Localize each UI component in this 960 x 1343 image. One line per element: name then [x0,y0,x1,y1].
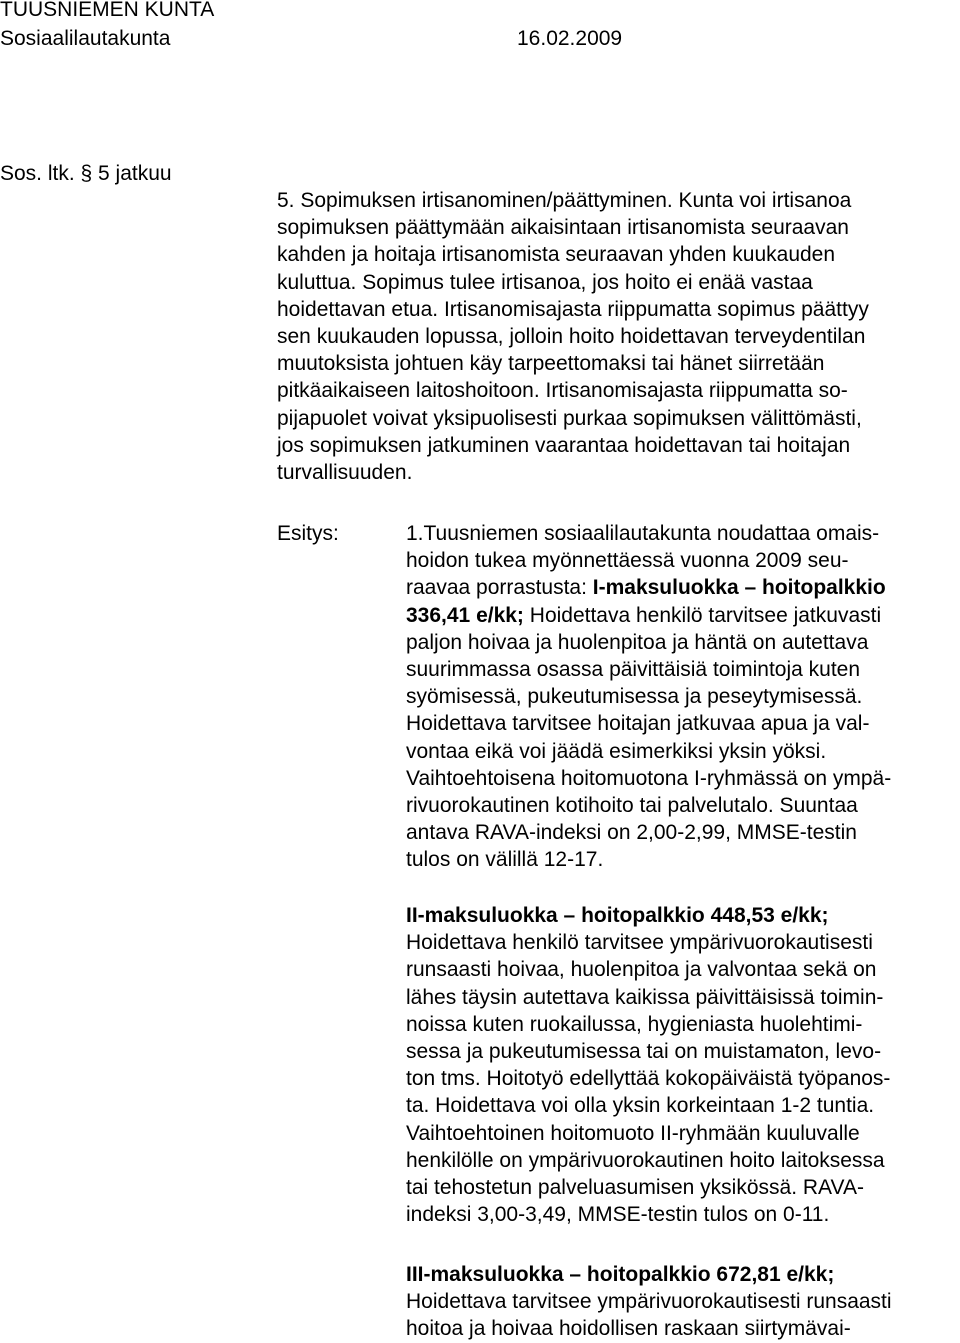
proposal-class-3 [406,1261,960,1343]
text-line: muutoksista johtuen käy tarpeettomaksi tai hänet siirretään [277,352,825,376]
text-line: pitkäaikaiseen laitoshoitoon. Irtisanomisajasta riippumatta so- [277,379,848,403]
document-date: 16.02.2009 [517,27,623,50]
text-line: antava RAVA-indeksi on 2,00-2,99, MMSE-testin [406,821,857,845]
text-line: syömisessä, pukeutumisessa ja peseytymisessä. [406,685,863,709]
text-line: ton tms. Hoitotyö edellyttää kokopäiväistä työpanos- [406,1067,891,1091]
text-line: hoidettavan etua. Irtisanomisajasta riippumatta sopimus päättyy [277,297,869,321]
text-line: Vaihtoehtoisena hoitomuotona I-ryhmässä on ympä- [406,766,892,790]
municipality-name: TUUSNIEMEN KUNTA [0,0,215,21]
text-line: sen kuukauden lopussa, jolloin hoito hoidettavan terveydentilan [277,325,866,349]
paragraph-termination [277,187,960,486]
text-line: hoidon tukea myönnettäessä vuonna 2009 seu- [406,549,849,573]
text-line: pijapuolet voivat yksipuolisesti purkaa sopimuksen välittömästi, [277,406,862,430]
text-line: tulos on välillä 12-17. [406,848,604,872]
text-line: jos sopimuksen jatkuminen vaarantaa hoidettavan tai hoitajan [277,433,851,457]
text-line: paljon hoivaa ja huolenpitoa ja häntä on autettava [406,630,869,654]
section-reference: Sos. ltk. § 5 jatkuu [0,162,172,185]
class-1-heading: I-maksuluokka – hoitopalkkio [592,576,886,600]
class-2-heading: II-maksuluokka – hoitopalkkio 448,53 e/kk; [406,904,829,927]
text-line: Hoidettava tarvitsee hoitajan jatkuvaa apua ja val- [406,712,870,736]
text-line: vontaa eikä voi jäädä esimerkiksi yksin yöksi. [406,739,827,763]
proposal-class-2 [406,902,960,1228]
text-line: hoitoa ja hoivaa hoidollisen raskaan siirtymävai- [406,1317,851,1341]
text-line: 5. Sopimuksen irtisanominen/päättyminen. Kunta voi irtisanoa [277,189,852,212]
text-line: tai tehostetun palveluasumisen yksikössä. RAVA- [406,1176,864,1200]
text-line: suurimmassa osassa päivittäisiä toimintoja kuten [406,658,861,682]
class-1-fee: 336,41 e/kk; [406,603,524,627]
text-line: Hoidettava henkilö tarvitsee ympärivuorokautisesti [406,931,873,955]
text-line: sessa ja pukeutumisessa tai on muistamaton, levo- [406,1040,882,1064]
text-fragment: Hoidettava henkilö tarvitsee jatkuvasti [523,603,882,627]
text-line: 1.Tuusniemen sosiaalilautakunta noudattaa omais- [406,522,880,545]
text-line: kahden ja hoitaja irtisanomista seuraavan yhden kuukauden [277,243,836,267]
text-line [406,574,960,601]
text-line: kuluttua. Sopimus tulee irtisanoa, jos hoito ei enää vastaa [277,270,813,294]
text-line: noissa kuten ruokailussa, hygieniasta huolehtimi- [406,1012,863,1036]
text-line: Vaihtoehtoinen hoitomuoto II-ryhmään kuuluvalle [406,1121,860,1145]
proposal-label: Esitys: [277,522,339,545]
text-line: henkilölle on ympärivuorokautinen hoito laitoksessa [406,1148,885,1172]
text-fragment: raavaa porrastusta: [406,576,593,600]
text-line: lähes täysin autettava kaikissa päivittäisissä toimin- [406,985,884,1009]
text-line: turvallisuuden. [277,461,413,485]
class-3-heading: III-maksuluokka – hoitopalkkio 672,81 e/kk; [406,1263,835,1286]
text-line: Hoidettava tarvitsee ympärivuorokautisesti runsaasti [406,1290,892,1314]
proposal-class-1 [406,520,960,874]
text-line: indeksi 3,00-3,49, MMSE-testin tulos on 0-11. [406,1203,830,1227]
text-line: sopimuksen päättymään aikaisintaan irtisanomista seuraavan [277,216,849,240]
board-name: Sosiaalilautakunta [0,27,171,50]
text-line: rivuorokautinen kotihoito tai palvelutalo. Suuntaa [406,794,858,818]
text-line: runsaasti hoivaa, huolenpitoa ja valvontaa sekä on [406,958,877,982]
text-line [406,602,960,629]
text-line: ta. Hoidettava voi olla yksin korkeintaan 1-2 tuntia. [406,1094,875,1118]
